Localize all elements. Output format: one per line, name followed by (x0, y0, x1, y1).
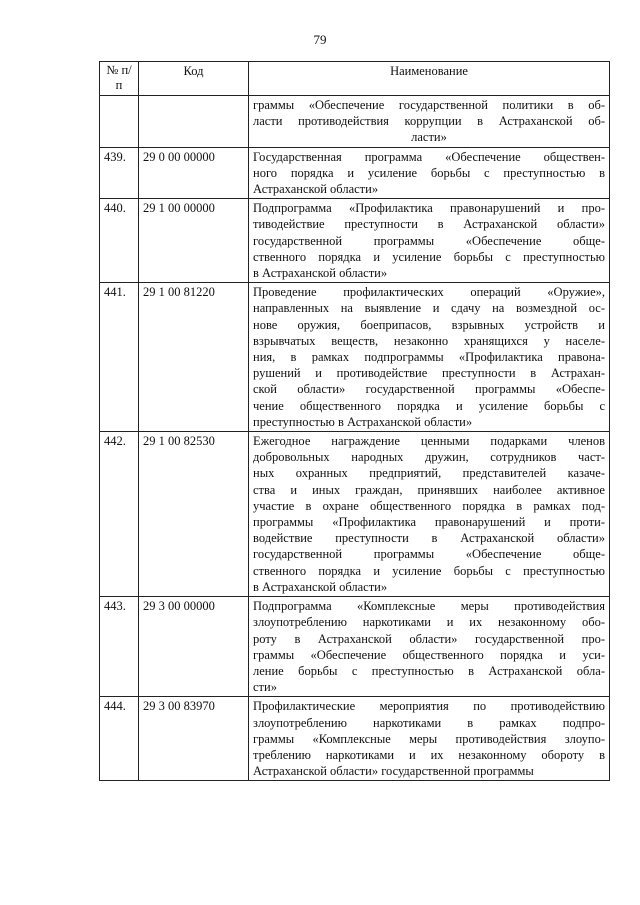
row-number: 443. (100, 597, 139, 697)
name-line: Астраханской области» (253, 182, 379, 197)
row-number (100, 96, 139, 148)
name-line: Профилактические мероприятия по противодействию (253, 699, 605, 714)
name-line: добровольных народных дружин, сотрудников част- (253, 450, 605, 465)
name-line: ных охранных предприятий, представителей казаче- (253, 466, 605, 481)
name-line: ление борьбы с преступностью в Астраханской обла- (253, 663, 605, 678)
name-line: в Астраханской области» (253, 579, 388, 594)
table-row (100, 432, 610, 597)
header-code: Код (139, 62, 249, 96)
name-line: ской области» государственной программы «Обеспе- (253, 382, 605, 397)
name-line: Подпрограмма «Комплексные меры противодействия (253, 599, 605, 614)
table-body (100, 96, 610, 781)
row-code: 29 0 00 00000 (139, 147, 249, 199)
name-line: государственной программы «Обеспечение обще- (253, 233, 605, 248)
name-line: ного порядка и усиление борьбы с преступностью в (253, 165, 605, 180)
name-line: ния, в рамках подпрограммы «Профилактика правона- (253, 350, 605, 365)
name-line: ласти» (411, 130, 447, 145)
row-name (249, 147, 610, 199)
table-row (100, 697, 610, 781)
name-line: взрывчатых веществ, незаконно хранящихся у населе- (253, 333, 605, 348)
row-number: 439. (100, 147, 139, 199)
name-line: Подпрограмма «Профилактика правонарушений и про- (253, 201, 605, 216)
name-line: ственного порядка и усиление борьбы с преступностью (253, 563, 605, 578)
name-line: граммы «Обеспечение общественного порядка и уси- (253, 647, 605, 662)
row-name (249, 283, 610, 432)
row-name (249, 199, 610, 283)
name-line: Астраханской области» государственной программы (253, 764, 534, 779)
table-row (100, 96, 610, 148)
name-line: ственного порядка и усиление борьбы с преступностью (253, 249, 605, 264)
name-line: Государственная программа «Обеспечение обществен- (253, 149, 605, 164)
name-line: чение общественного порядка и усиление борьбы с (253, 398, 605, 413)
row-code: 29 3 00 83970 (139, 697, 249, 781)
row-code: 29 1 00 81220 (139, 283, 249, 432)
row-number: 440. (100, 199, 139, 283)
name-line: водействие преступности в Астраханской области» (253, 531, 605, 546)
name-line: ства и иных граждан, принявших наиболее активное (253, 482, 605, 497)
row-name (249, 597, 610, 697)
name-line: направленных на выявление и сдачу на возмездной ос- (253, 301, 605, 316)
table-row (100, 283, 610, 432)
row-number: 442. (100, 432, 139, 597)
row-name (249, 432, 610, 597)
name-line: участие в охране общественного порядка в рамках под- (253, 498, 605, 513)
name-line: рушений и противодействие преступности в Астрахан- (253, 366, 605, 381)
page-number: 79 (313, 32, 327, 47)
table-row (100, 147, 610, 199)
name-line: граммы «Обеспечение государственной политики в об- (253, 98, 605, 112)
name-line: граммы «Комплексные меры противодействия злоупо- (253, 731, 605, 746)
name-line: программы «Профилактика правонарушений и проти- (253, 515, 605, 530)
name-line: злоупотреблению наркотиками в рамках подпро- (253, 715, 605, 730)
name-line: в Астраханской области» (253, 266, 388, 281)
row-name (249, 96, 610, 148)
name-line: Ежегодное награждение ценными подарками членов (253, 434, 605, 449)
table-row (100, 199, 610, 283)
name-line: преступностью в Астраханской области» (253, 414, 473, 429)
row-number: 444. (100, 697, 139, 781)
name-line: сти» (253, 680, 277, 695)
name-line: государственной программы «Обеспечение обще- (253, 547, 605, 562)
row-code (139, 96, 249, 148)
header-number: № п/п (100, 62, 139, 96)
name-line: злоупотреблению наркотиками и их незаконному обо- (253, 615, 605, 630)
name-line: ласти противодействия коррупции в Астраханской об- (253, 114, 605, 129)
row-code: 29 1 00 82530 (139, 432, 249, 597)
name-line: нове оружия, боеприпасов, взрывных устройств и (253, 317, 605, 332)
row-code: 29 3 00 00000 (139, 597, 249, 697)
header-name: Наименование (249, 62, 610, 96)
name-line: треблению наркотиками и их незаконному обороту в (253, 747, 605, 762)
table-header-row (100, 62, 610, 96)
name-line: роту в Астраханской области» государственной про- (253, 631, 605, 646)
row-code: 29 1 00 00000 (139, 199, 249, 283)
name-line: Проведение профилактических операций «Оружие», (253, 285, 605, 300)
budget-classification-table (99, 61, 610, 781)
row-number: 441. (100, 283, 139, 432)
row-name (249, 697, 610, 781)
table-row (100, 597, 610, 697)
name-line: тиводействие преступности в Астраханской области» (253, 217, 605, 232)
